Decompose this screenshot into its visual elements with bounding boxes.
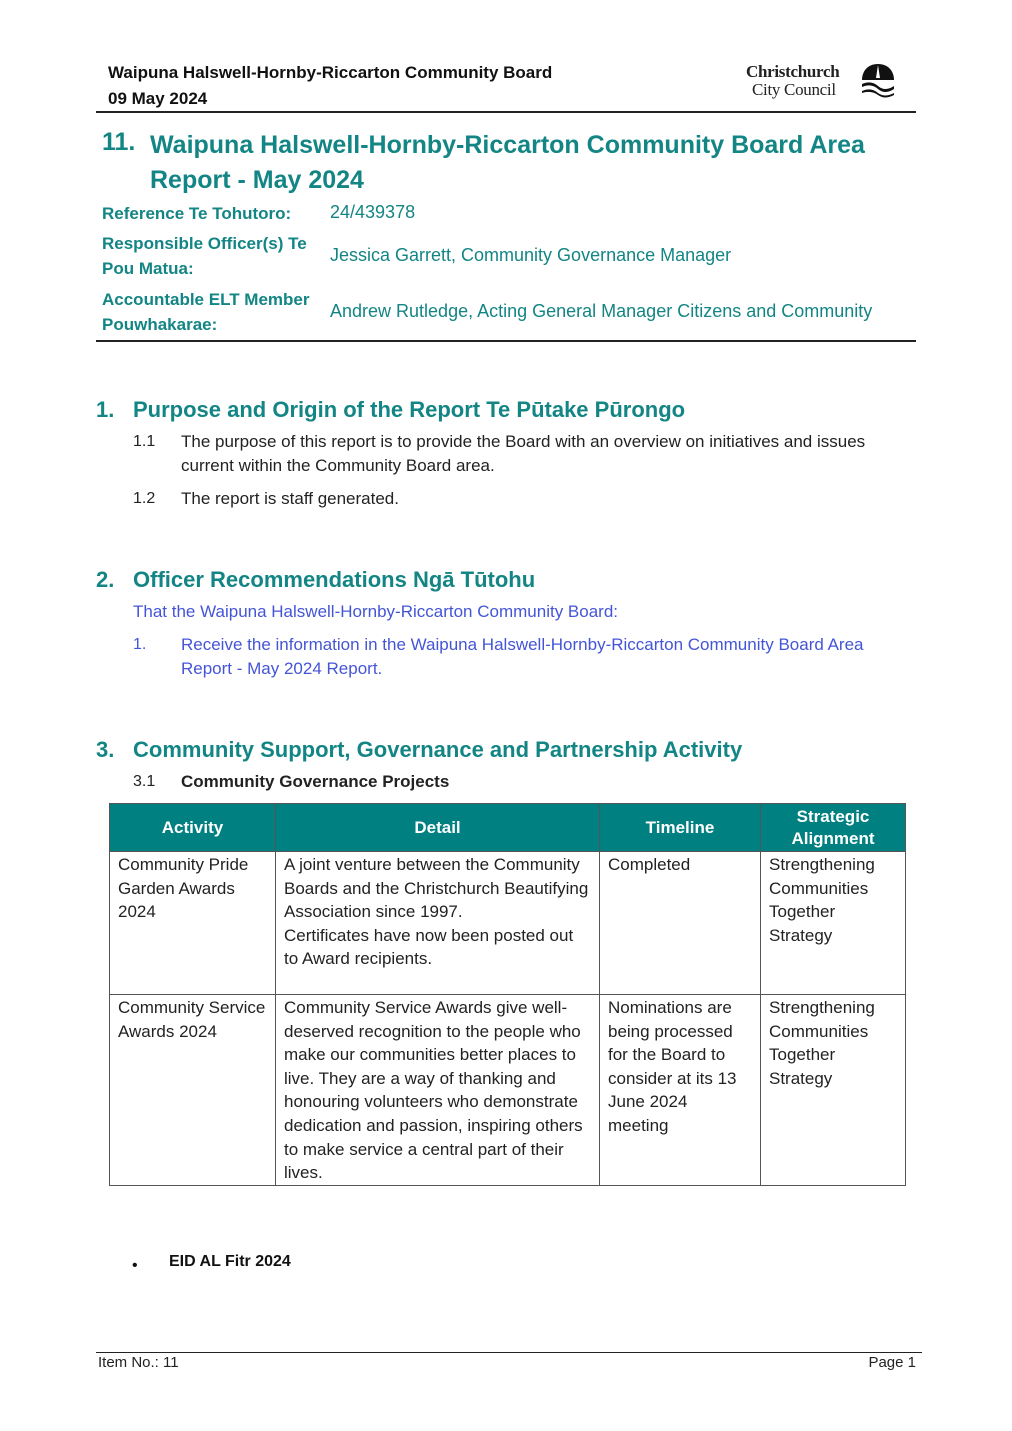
para-1-1-text: The purpose of this report is to provide the Board with an overview on initiatives and issues current within the Community Board area. xyxy=(181,432,866,475)
section-2-heading xyxy=(96,567,535,593)
column-header-alignment: Strategic Alignment xyxy=(761,804,906,852)
footer-rule xyxy=(96,1352,922,1353)
header-date: 09 May 2024 xyxy=(108,89,208,108)
section-1-heading xyxy=(96,397,685,423)
para-1-2-text: The report is staff generated. xyxy=(181,489,399,508)
table-row xyxy=(110,995,906,1186)
cell-detail-note: Certificates have now been posted out to Award recipients. xyxy=(284,925,574,969)
council-logo xyxy=(746,62,898,102)
section-2-number: 2. xyxy=(96,567,115,592)
elt-value: Andrew Rutledge, Acting General Manager Citizens and Community xyxy=(330,301,873,321)
cell-alignment: Strengthening Communities Together Strategy xyxy=(761,852,906,995)
column-header-detail: Detail xyxy=(276,804,600,852)
para-1-1-number: 1.1 xyxy=(133,433,156,450)
cell-activity: Community Service Awards 2024 xyxy=(110,995,276,1186)
section-2-title: Officer Recommendations Ngā Tūtohu xyxy=(133,567,536,592)
section-3-title: Community Support, Governance and Partnership Activity xyxy=(133,737,743,762)
page-title: Waipuna Halswell-Hornby-Riccarton Community Board Area Report - May 2024 xyxy=(150,131,865,194)
footer-item-number: Item No.: 11 xyxy=(98,1354,179,1371)
cell-detail-text: A joint venture between the Community Boards and the Christchurch Beautifying Association since 1997. xyxy=(284,855,589,922)
recommendation-intro: That the Waipuna Halswell-Hornby-Riccarton Community Board: xyxy=(133,602,618,621)
cell-activity: Community Pride Garden Awards 2024 xyxy=(110,852,276,995)
governance-projects-table xyxy=(109,803,906,1186)
cell-alignment: Strengthening Communities Together Strategy xyxy=(761,995,906,1186)
footer-page-number: Page 1 xyxy=(868,1354,916,1371)
item-number: 11. xyxy=(102,128,136,156)
table-row xyxy=(110,852,906,995)
column-header-timeline: Timeline xyxy=(600,804,761,852)
cathedral-logo-icon xyxy=(859,62,897,98)
elt-label: Accountable ELT Member Pouwhakarae: xyxy=(102,290,310,334)
subsection-3-1-heading: Community Governance Projects xyxy=(181,772,450,791)
bullet-symbol: • xyxy=(132,1257,138,1274)
reference-label: Reference Te Tohutoro: xyxy=(102,204,292,223)
section-1-title: Purpose and Origin of the Report Te Pūtake Pūrongo xyxy=(133,397,686,422)
table-header-row xyxy=(110,804,906,852)
cell-timeline: Completed xyxy=(600,852,761,995)
officer-value: Jessica Garrett, Community Governance Manager xyxy=(330,245,732,265)
section-3-number: 3. xyxy=(96,737,115,762)
section-1-number: 1. xyxy=(96,397,115,422)
logo-line1: Christchurch xyxy=(746,62,840,81)
section-3-heading xyxy=(96,737,742,763)
subsection-3-1-number: 3.1 xyxy=(133,773,156,790)
officer-label: Responsible Officer(s) Te Pou Matua: xyxy=(102,234,307,278)
column-header-activity: Activity xyxy=(110,804,276,852)
cell-detail xyxy=(276,852,600,995)
header-rule xyxy=(96,111,916,113)
header-board-name: Waipuna Halswell-Hornby-Riccarton Community Board xyxy=(108,63,553,82)
cell-detail: Community Service Awards give well-deserved recognition to the people who make our communities better places to live. They are a way of thanking and honouring volunteers who demonstrate dedication and passion, inspiring others to make service a central part of their lives. xyxy=(276,995,600,1186)
logo-line2: City Council xyxy=(752,80,836,99)
reference-value: 24/439378 xyxy=(330,202,416,222)
recommendation-text: Receive the information in the Waipuna Halswell-Hornby-Riccarton Community Board Area Report - May 2024 Report. xyxy=(181,635,864,678)
recommendation-number: 1. xyxy=(133,636,147,653)
bullet-item: EID AL Fitr 2024 xyxy=(169,1253,291,1270)
meta-rule xyxy=(96,340,916,342)
para-1-2-number: 1.2 xyxy=(133,490,156,507)
cell-timeline: Nominations are being processed for the Board to consider at its 13 June 2024 meeting xyxy=(600,995,761,1186)
